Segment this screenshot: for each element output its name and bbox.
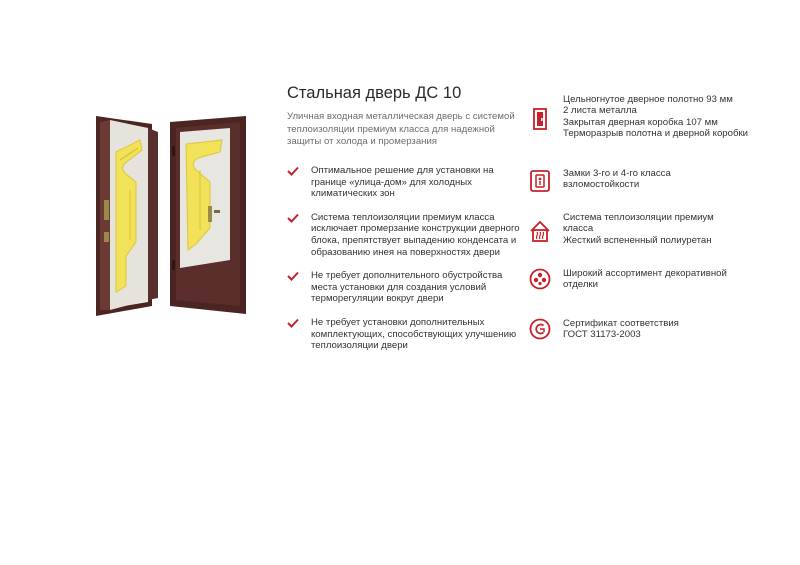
certificate-icon — [529, 318, 551, 340]
feature-text: Сертификат соответствия ГОСТ 31173-2003 — [563, 318, 679, 341]
product-subtitle: Уличная входная металлическая дверь с системой теплоизоляции премиум класса для надежной защиты от холода и промерзания — [287, 111, 515, 148]
feature-text: Широкий ассортимент декоративной отделки — [563, 268, 727, 291]
feature-text: Цельногнутое дверное полотно 93 мм 2 листа металла Закрытая дверная коробка 107 мм Терморазрыв полотна и дверной коробки — [563, 94, 749, 139]
door-leaf-icon — [529, 108, 551, 130]
benefit-item — [287, 317, 522, 352]
feature-text: Система теплоизоляции премиум класса Жесткий вспененный полиуретан — [563, 212, 714, 246]
door-lock-icon — [529, 170, 551, 192]
checkmark-icon — [287, 271, 299, 281]
benefit-item — [287, 212, 522, 258]
open-door-image — [96, 116, 158, 316]
checkmark-icon — [287, 318, 299, 328]
benefits-list — [287, 165, 522, 352]
checkmark-icon — [287, 166, 299, 176]
benefit-item — [287, 270, 522, 305]
decor-assortment-icon — [529, 268, 551, 290]
benefit-item — [287, 165, 522, 200]
benefit-text: Система теплоизоляции премиум класса исключает промерзание конструкции дверного блока, препятствует выпадению конденсата и образованию инея на поверхностях двери — [311, 211, 520, 258]
benefit-text: Не требует установки дополнительных комплектующих, способствующих улучшению теплоизоляции двери — [311, 316, 517, 352]
door-illustration — [80, 110, 260, 325]
checkmark-icon — [287, 213, 299, 223]
closed-door-image — [170, 116, 246, 314]
feature-text: Замки 3-го и 4-го класса взломостойкости — [563, 168, 671, 191]
product-title: Стальная дверь ДС 10 — [287, 84, 462, 102]
thermal-insulation-icon — [529, 220, 551, 242]
benefit-text: Оптимальное решение для установки на границе «улица-дом» для холодных климатических зон — [311, 165, 494, 200]
benefit-text: Не требует дополнительного обустройства места установки для создания условий терморегуляции вокруг двери — [311, 270, 503, 305]
